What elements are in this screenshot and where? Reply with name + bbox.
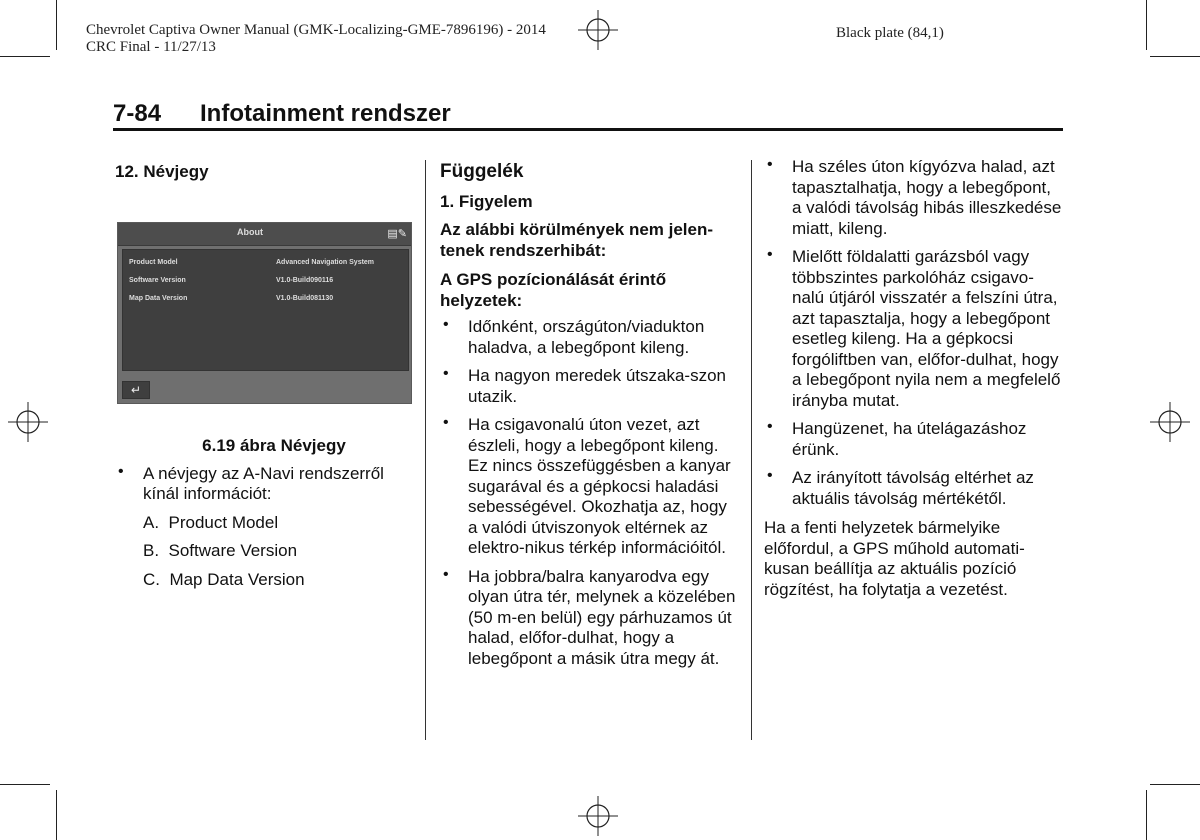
bullet-icon: • bbox=[767, 246, 773, 263]
print-header-line1: Chevrolet Captiva Owner Manual (GMK-Localizing-GME-7896196) - 2014 bbox=[86, 22, 546, 38]
section-title: Infotainment rendszer bbox=[200, 100, 451, 127]
crop-mark bbox=[0, 56, 50, 57]
subheading: 1. Figyelem bbox=[440, 191, 533, 211]
about-info-panel: Product Model Advanced Navigation System Software Version V1.0-Build090116 Map Data Version V1.0-Build081130 bbox=[122, 249, 409, 371]
page-number: 7-84 bbox=[113, 100, 162, 127]
crop-mark bbox=[1150, 784, 1200, 785]
list-item: • Hangüzenet, ha útelágazáshoz érünk. bbox=[767, 418, 1027, 459]
closing-paragraph: Ha a fenti helyzetek bármelyike előfordul, a GPS műhold automati-kusan beállítja az aktuális pozíció rögzítést, ha folytatja a vezetést. bbox=[764, 518, 1025, 599]
crop-mark bbox=[1150, 56, 1200, 57]
list-item: • Ha jobbra/balra kanyarodva egy olyan útra tér, melynek a közelében (50 m-en belül) egy párhuzamos út halad, előfor-dulhat, hogy a lebegőpont a másik útra megy át. bbox=[443, 565, 736, 668]
bullet-icon: • bbox=[767, 467, 773, 484]
list-item: • Időnként, országúton/viadukton haladva, a lebegőpont kileng. bbox=[443, 316, 705, 357]
bullet-icon: • bbox=[443, 414, 449, 431]
appendix-heading: Függelék bbox=[440, 161, 524, 182]
crop-mark bbox=[0, 784, 50, 785]
about-screen-figure bbox=[117, 222, 412, 404]
list-item: • Mielőtt földalatti garázsból vagy többszintes parkolóház csigavo-nalú útjáról visszatér a felszíni útra, azt tapasztalja, hogy a lebegőpont esetleg kileng. Ha a gépkocsi forgóliftben van, előfor-dulhat, hogy a lebegőpont nyila nem a megfelelő irányba mutat. bbox=[767, 246, 1061, 410]
crop-mark bbox=[1146, 790, 1147, 840]
list-item: • Ha nagyon meredek útszaka-szon utazik. bbox=[443, 365, 726, 406]
list-item: B. Software Version bbox=[143, 541, 298, 560]
gps-heading: A GPS pozícionálását érintő helyzetek: bbox=[440, 270, 667, 310]
intro-text: Az alábbi körülmények nem jelen-tenek rendszerhibát: bbox=[440, 220, 714, 260]
registration-mark-right bbox=[1150, 402, 1190, 442]
crop-mark bbox=[56, 790, 57, 840]
middle-column bbox=[440, 162, 740, 669]
bullet-icon: • bbox=[443, 316, 449, 333]
list-item: • A névjegy az A-Navi rendszerről kínál információt: bbox=[118, 462, 384, 503]
bullet-icon: • bbox=[118, 462, 124, 480]
crop-mark bbox=[1146, 0, 1147, 50]
column-divider bbox=[751, 160, 752, 740]
figure-caption: 6.19 ábra Névjegy bbox=[202, 436, 346, 455]
list-item: C. Map Data Version bbox=[143, 569, 305, 589]
print-header-line2: CRC Final - 11/27/13 bbox=[86, 39, 216, 55]
list-item: • Az irányított távolság eltérhet az aktuális távolság mértékétől. bbox=[767, 467, 1034, 508]
left-column-lower bbox=[115, 436, 415, 590]
bullet-icon: • bbox=[443, 365, 449, 382]
column-divider bbox=[425, 160, 426, 740]
back-icon: ↵ bbox=[122, 381, 150, 399]
list-item: A. Product Model bbox=[143, 512, 279, 532]
list-item: • Ha csigavonalú úton vezet, azt észleli, hogy a lebegőpont kileng. Ez nincs összefüggésben a kanyar sugarával és a gépkocsi haladási sebességével. Okozhatja az, hogy a valódi útviszonyok eltérnek az elektro-nikus térkép információitól. bbox=[443, 414, 731, 557]
list-item: • Ha széles úton kígyózva halad, azt tapasztalhatja, hogy a lebegőpont, a valódi távolság hibás illeszkedése miatt, kileng. bbox=[767, 156, 1062, 238]
print-header-plate: Black plate (84,1) bbox=[836, 25, 944, 41]
toolbar-icons: ▤✎ bbox=[387, 228, 407, 240]
heading-rule bbox=[113, 128, 1063, 131]
crop-mark bbox=[56, 0, 57, 50]
registration-mark-bottom bbox=[578, 796, 618, 836]
right-column bbox=[764, 157, 1064, 600]
registration-mark-top bbox=[578, 10, 618, 50]
section-heading: 12. Névjegy bbox=[115, 162, 209, 181]
bullet-icon: • bbox=[767, 156, 773, 173]
screen-title: About bbox=[237, 227, 263, 237]
bullet-icon: • bbox=[443, 565, 449, 583]
bullet-icon: • bbox=[767, 418, 773, 435]
registration-mark-left bbox=[8, 402, 48, 442]
left-column bbox=[115, 162, 415, 183]
screen-title-bar bbox=[118, 223, 411, 246]
